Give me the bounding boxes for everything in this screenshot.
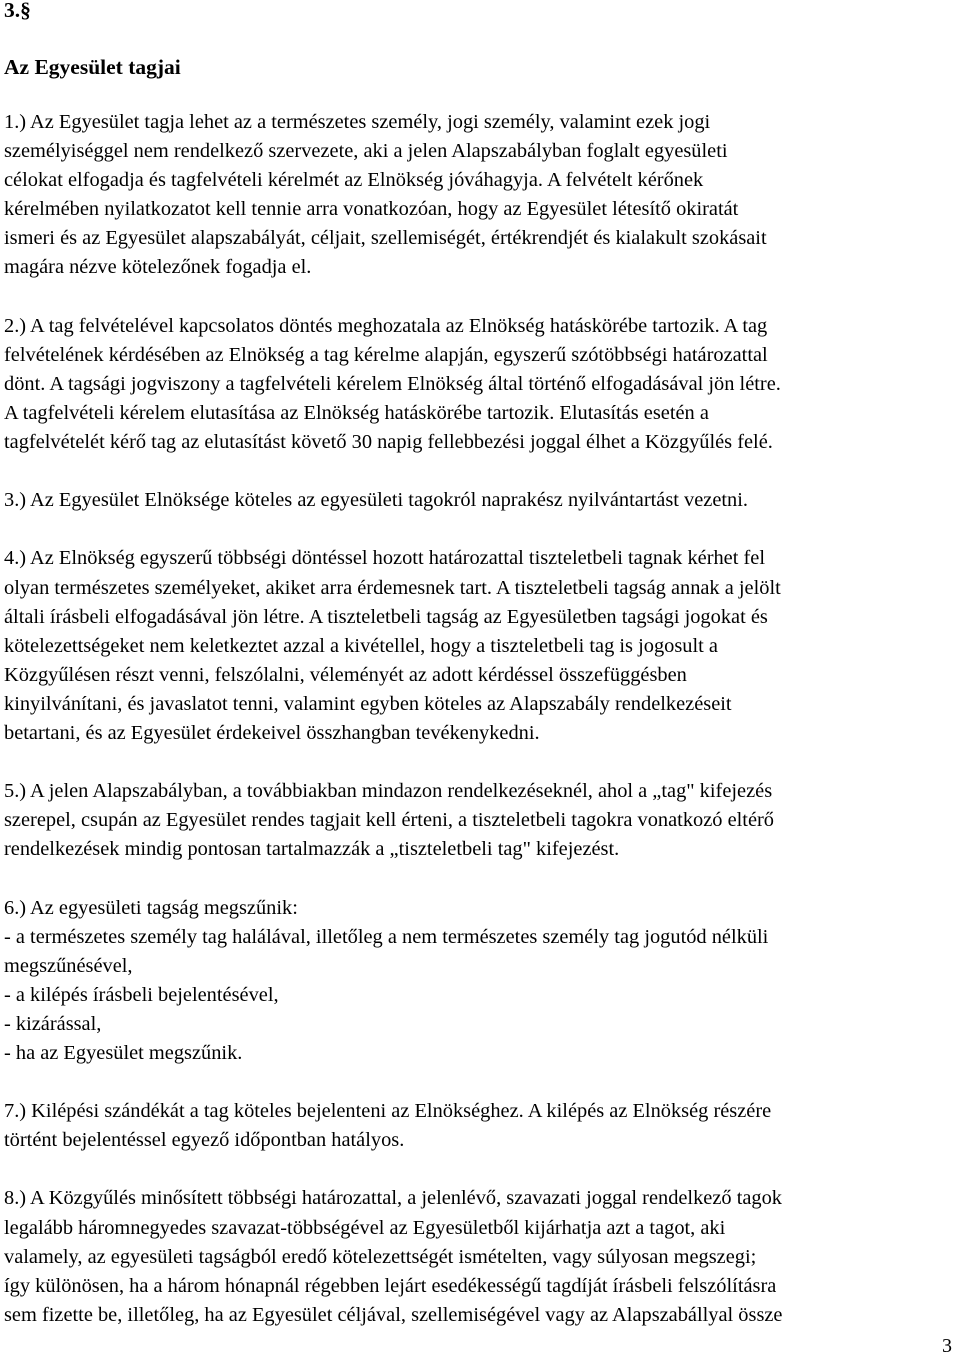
paragraph-7 — [4, 1097, 956, 1155]
paragraph-line: 2.) A tag felvételével kapcsolatos döntés meghozatala az Elnökség hatáskörébe tartozik. A tag — [4, 314, 768, 337]
paragraph-line: ismeri és az Egyesület alapszabályát, céljait, szellemiségét, értékrendjét és kialakult szokásait — [4, 227, 767, 250]
paragraph-line: 4.) Az Elnökség egyszerű többségi döntéssel hozott határozattal tiszteletbeli tagnak kérhet fel — [4, 547, 765, 570]
paragraph-line: 3.) Az Egyesület Elnöksége köteles az egyesületi tagokról naprakész nyilvántartást vezetni. — [4, 489, 748, 512]
paragraph-line: általi írásbeli elfogadásával jön létre. A tiszteletbeli tagság az Egyesületben tagsági jogokat és — [4, 605, 768, 628]
paragraph-line: így különösen, ha a három hónapnál régebben lejárt esedékességű tagdíját írásbeli felszólításra — [4, 1274, 777, 1297]
paragraph-1 — [4, 108, 956, 283]
paragraph-line: kinyilvánítani, és javaslatot tenni, valamint egyben köteles az Alapszabály rendelkezéseit — [4, 692, 732, 715]
paragraph-line: történt bejelentéssel egyező időpontban hatályos. — [4, 1129, 405, 1152]
paragraph-line: szerepel, csupán az Egyesület rendes tagjait kell érteni, a tiszteletbeli tagokra vonatkozó eltérő — [4, 809, 774, 832]
paragraph-line: 7.) Kilépési szándékát a tag köteles bejelenteni az Elnökséghez. A kilépés az Elnökség részére — [4, 1100, 772, 1123]
paragraph-line: megszűnésével, — [4, 954, 133, 977]
paragraph-line: valamely, az egyesületi tagságból eredő kötelezettségét ismételten, vagy súlyosan megszegi; — [4, 1245, 757, 1268]
paragraph-line: 5.) A jelen Alapszabályban, a továbbiakban mindazon rendelkezéseknél, ahol a „tag" kifejezés — [4, 780, 773, 803]
paragraph-line: felvételének kérdésében az Elnökség a tag kérelme alapján, egyszerű szótöbbségi határozattal — [4, 343, 768, 366]
paragraph-line: - ha az Egyesület megszűnik. — [4, 1042, 243, 1064]
paragraph-line: sem fizette be, illetőleg, ha az Egyesület céljával, szellemiségével vagy az Alapszabállyal össze — [4, 1303, 783, 1326]
section-number: 3.§ — [4, 0, 31, 22]
paragraph-line: személyiséggel nem rendelkező szervezete, aki a jelen Alapszabályban foglalt egyesületi — [4, 140, 728, 163]
paragraph-8 — [4, 1184, 956, 1329]
paragraph-5 — [4, 777, 956, 864]
paragraph-line: kötelezettségeket nem keletkeztet azzal a kivétellel, hogy a tiszteletbeli tag is jogosult a — [4, 634, 718, 657]
section-title: Az Egyesület tagjai — [4, 55, 181, 79]
paragraph-line: - kizárással, — [4, 1012, 102, 1035]
paragraph-line: tagfelvételét kérő tag az elutasítást követő 30 napig fellebbezési joggal élhet a Közgyűlés felé. — [4, 431, 773, 454]
paragraph-line: célokat elfogadja és tagfelvételi kérelmét az Elnökség jóváhagyja. A felvételt kérőnek — [4, 169, 704, 192]
paragraph-line: - a természetes személy tag halálával, illetőleg a nem természetes személy tag jogutód nélküli — [4, 925, 769, 948]
paragraph-line: - a kilépés írásbeli bejelentésével, — [4, 983, 279, 1006]
paragraph-line: A tagfelvételi kérelem elutasítása az Elnökség hatáskörébe tartozik. Elutasítás esetén a — [4, 401, 709, 424]
paragraph-line: Közgyűlésen részt venni, felszólalni, véleményét az adott kérdéssel összefüggésben — [4, 663, 687, 686]
paragraph-line: 8.) A Közgyűlés minősített többségi határozattal, a jelenlévő, szavazati joggal rendelkező tagok — [4, 1187, 782, 1210]
page-number: 3 — [942, 1335, 952, 1357]
paragraph-line: magára nézve kötelezőnek fogadja el. — [4, 256, 312, 279]
paragraph-line: 6.) Az egyesületi tagság megszűnik: — [4, 896, 298, 919]
paragraph-3 — [4, 486, 956, 515]
paragraph-line: legalább háromnegyedes szavazat-többségével az Egyesületből kijárhatja azt a tagot, aki — [4, 1216, 726, 1239]
document-body — [4, 108, 956, 1359]
paragraph-line: rendelkezések mindig pontosan tartalmazzák a „tiszteletbeli tag" kifejezést. — [4, 838, 620, 861]
paragraph-line: dönt. A tagsági jogviszony a tagfelvételi kérelem Elnökség által történő elfogadásával jön létre. — [4, 372, 781, 395]
paragraph-line: 1.) Az Egyesület tagja lehet az a természetes személy, jogi személy, valamint ezek jogi — [4, 111, 711, 133]
paragraph-6 — [4, 894, 956, 1069]
paragraph-4 — [4, 544, 956, 748]
paragraph-line: olyan természetes személyeket, akiket arra érdemesnek tart. A tiszteletbeli tagság annak a jelölt — [4, 576, 781, 599]
paragraph-2 — [4, 312, 956, 457]
paragraph-line: betartani, és az Egyesület érdekeivel összhangban tevékenykedni. — [4, 721, 540, 744]
paragraph-line: kérelmében nyilatkozatot kell tennie arra vonatkozóan, hogy az Egyesület létesítő okiratát — [4, 198, 739, 221]
